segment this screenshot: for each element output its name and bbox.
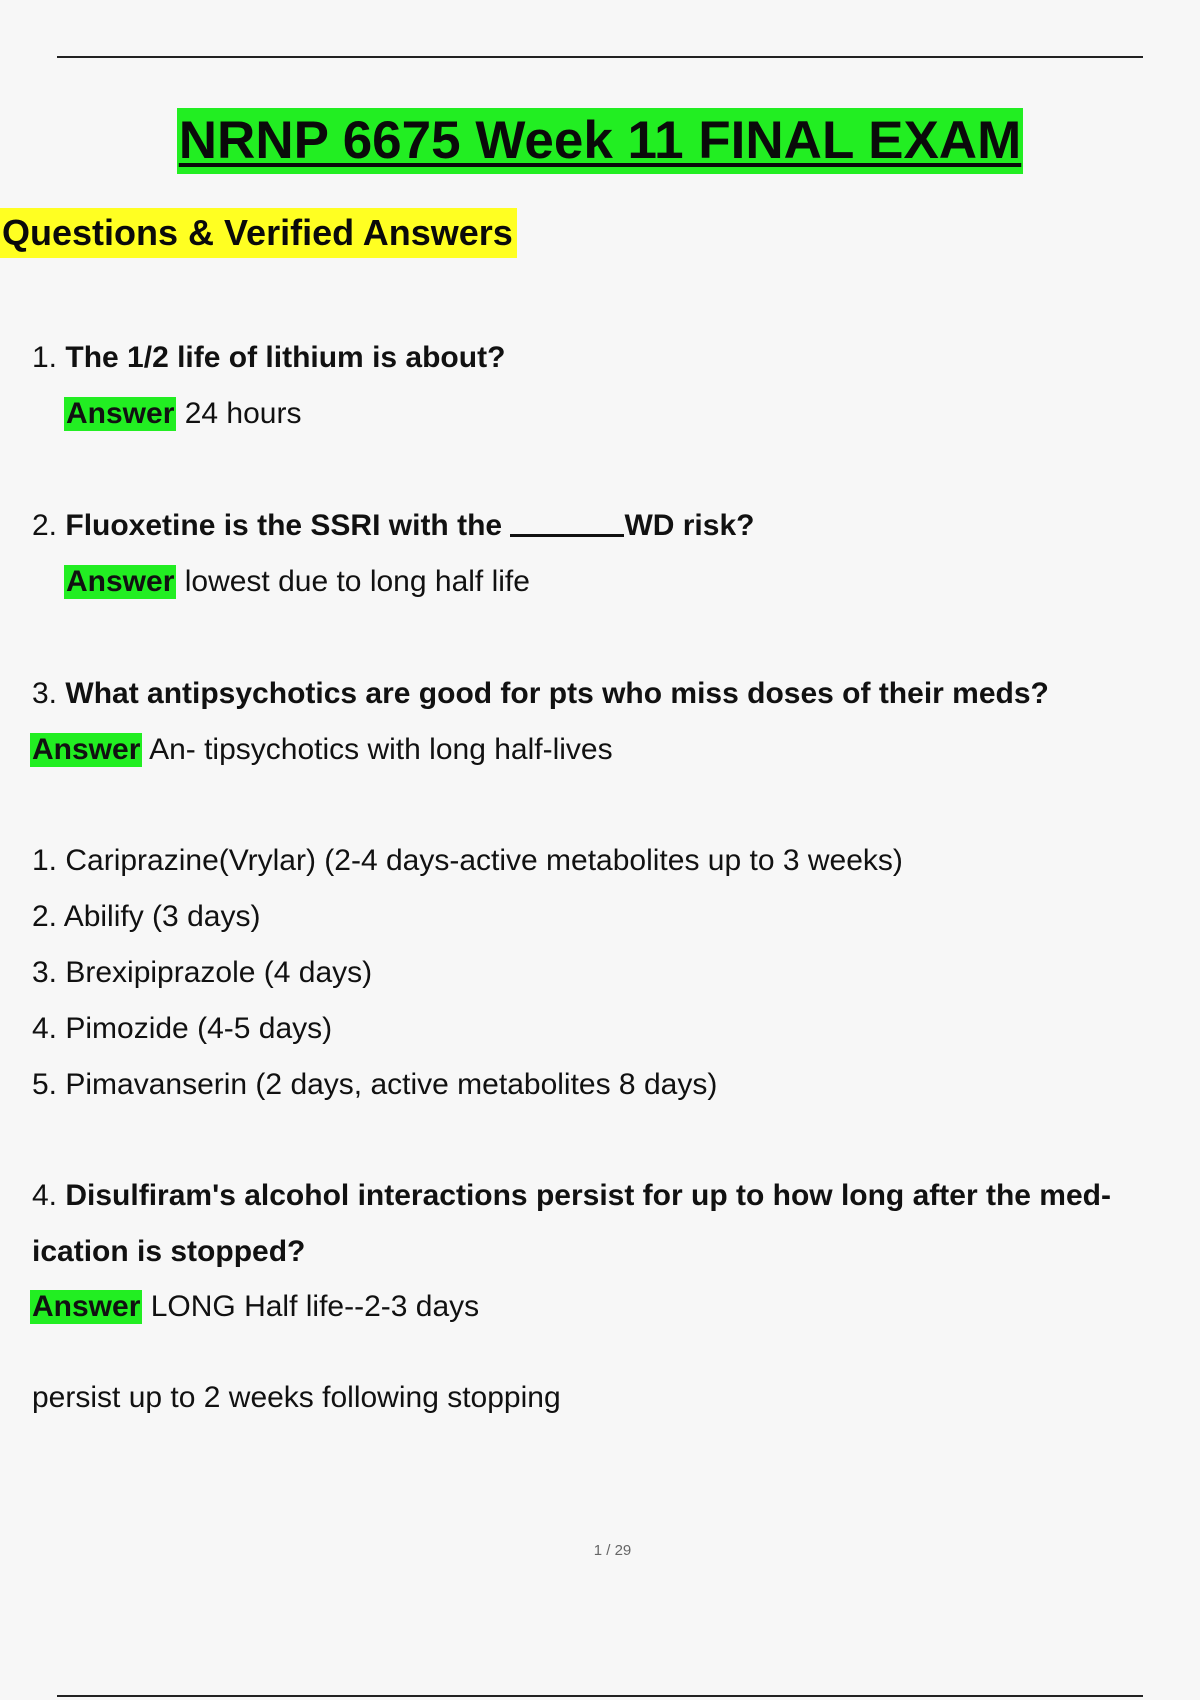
answer-4 — [30, 1289, 479, 1325]
answer-label: Answer — [32, 733, 141, 766]
question-3 — [32, 676, 1049, 712]
answer-label: Answer — [66, 397, 175, 430]
question-text: What antipsychotics are good for pts who miss doses of their meds? — [65, 677, 1049, 710]
page-number: 1 / 29 — [593, 1542, 632, 1559]
fill-in-blank — [510, 508, 624, 537]
list-item: 1. Cariprazine(Vrylar) (2-4 days-active metabolites up to 3 weeks) — [32, 844, 903, 877]
question-1 — [32, 340, 505, 376]
question-4-continued — [32, 1234, 305, 1270]
question-text-line2: ication is stopped? — [32, 1235, 306, 1268]
answer-2 — [64, 564, 530, 600]
answer-3 — [30, 732, 613, 768]
question-number: 1. — [32, 341, 58, 374]
answer-1 — [64, 396, 301, 432]
question-text-after: WD risk? — [624, 509, 755, 542]
list-item: 4. Pimozide (4-5 days) — [32, 1012, 333, 1045]
question-number: 3. — [32, 677, 58, 710]
answer-text: An- tipsychotics with long half-lives — [149, 733, 613, 766]
list-item: 2. Abilify (3 days) — [32, 900, 261, 933]
question-number: 4. — [32, 1179, 58, 1212]
answer-label: Answer — [32, 1290, 141, 1323]
question-text-before: Fluoxetine is the SSRI with the — [65, 509, 511, 542]
bottom-rule — [57, 1695, 1143, 1697]
question-text: The 1/2 life of lithium is about? — [65, 341, 506, 374]
question-text-line1: Disulfiram's alcohol interactions persist for up to how long after the med- — [65, 1179, 1111, 1212]
question-number: 2. — [32, 509, 58, 542]
document-title: NRNP 6675 Week 11 FINAL EXAM — [177, 108, 1023, 174]
answer-note: persist up to 2 weeks following stopping — [32, 1381, 561, 1414]
title-container — [0, 108, 1200, 174]
answer-text: LONG Half life--2-3 days — [150, 1290, 480, 1323]
top-rule — [57, 56, 1143, 58]
question-2 — [32, 508, 754, 544]
answer-label: Answer — [66, 565, 175, 598]
list-item: 5. Pimavanserin (2 days, active metabolites 8 days) — [32, 1068, 718, 1101]
list-item: 3. Brexipiprazole (4 days) — [32, 956, 373, 989]
question-4 — [32, 1178, 1111, 1214]
document-subtitle: Questions & Verified Answers — [0, 208, 517, 258]
answer-text: 24 hours — [184, 397, 302, 430]
answer-text: lowest due to long half life — [184, 565, 530, 598]
